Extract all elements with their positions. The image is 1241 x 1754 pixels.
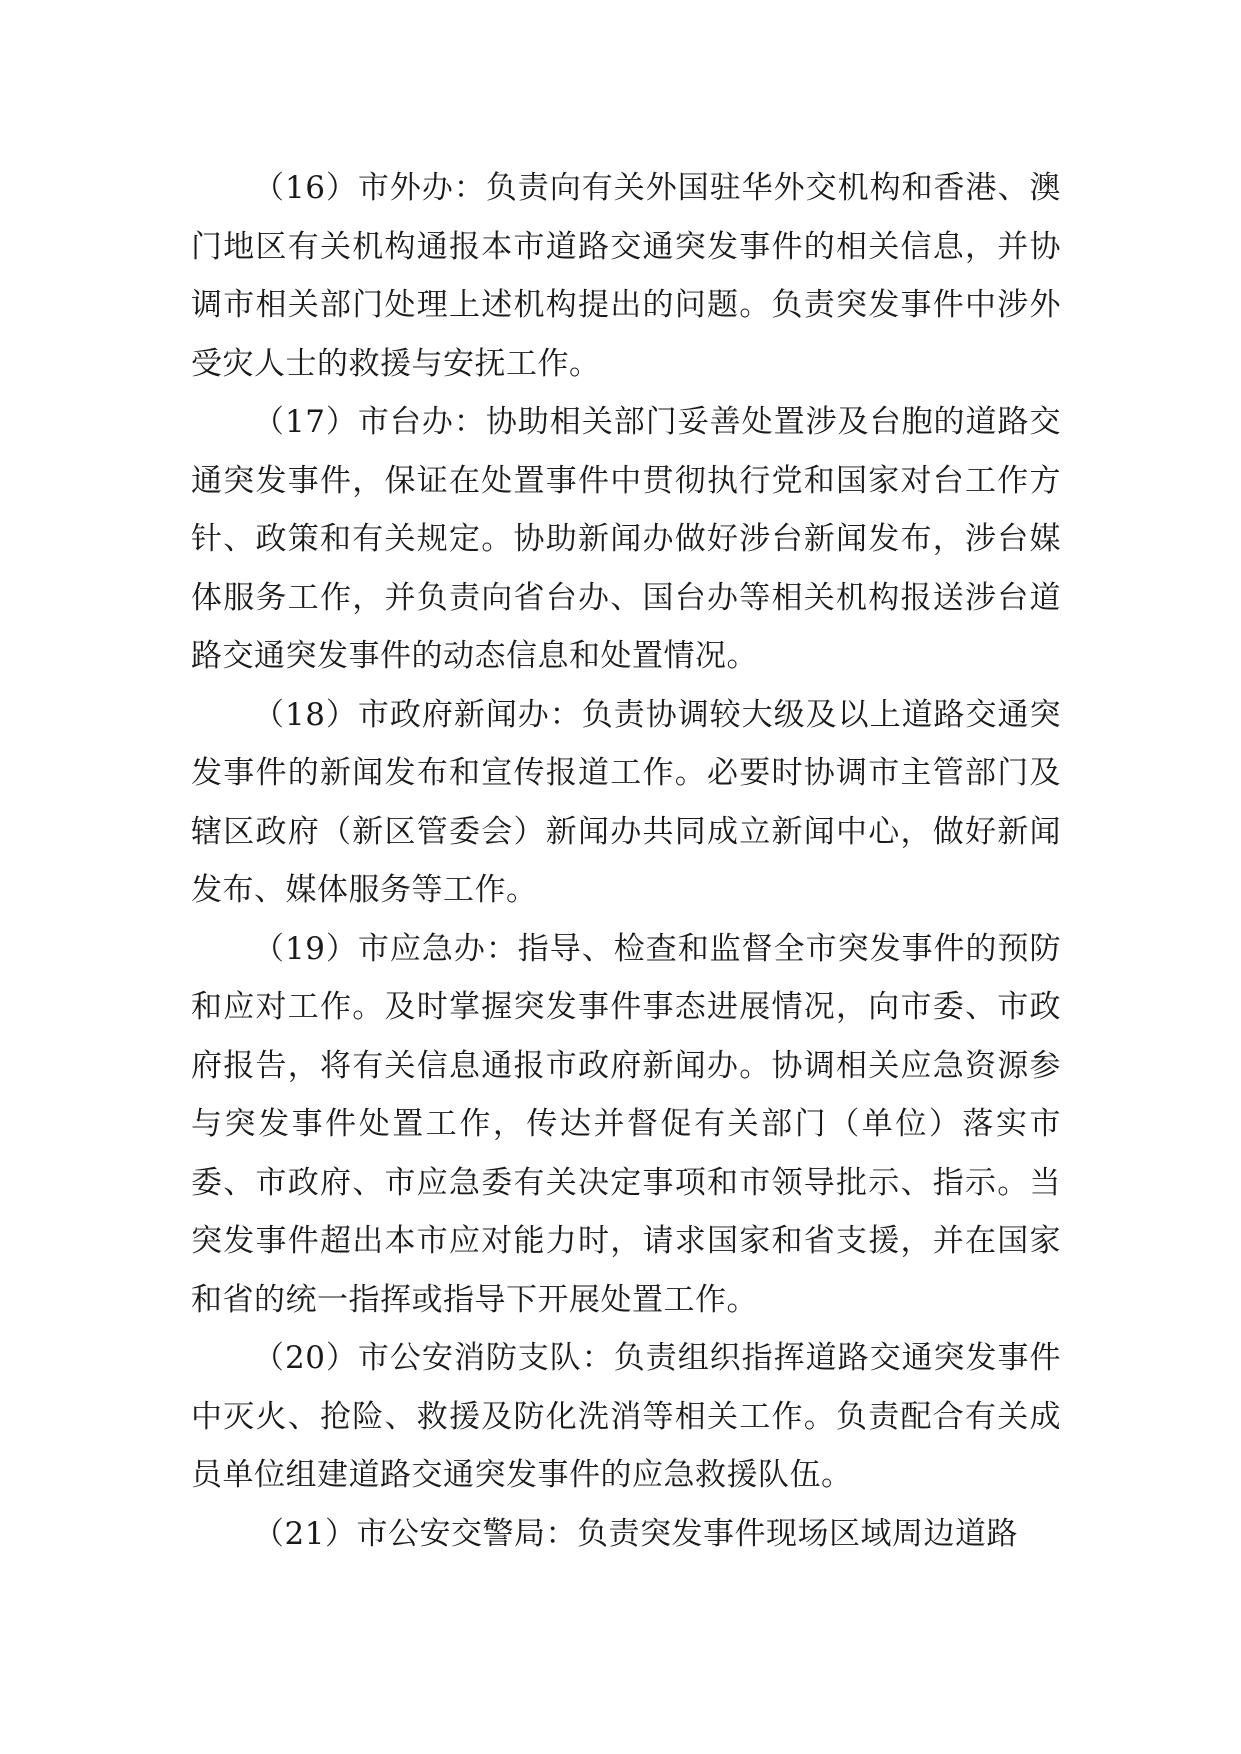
document-body [191, 159, 1061, 1563]
paragraph-20-fire-brigade: （20）市公安消防支队：负责组织指挥道路交通突发事件中灭火、抢险、救援及防化洗消等相关工作。负责配合有关成员单位组建道路交通突发事件的应急救援队伍。 [191, 1340, 1061, 1493]
paragraph-21-traffic-police: （21）市公安交警局：负责突发事件现场区域周边道路 [253, 1515, 1018, 1552]
paragraph-16-foreign-affairs-office: （16）市外办：负责向有关外国驻华外交机构和香港、澳门地区有关机构通报本市道路交通突发事件的相关信息，并协调市相关部门处理上述机构提出的问题。负责突发事件中涉外受灾人士的救援与安抚工作。 [191, 170, 1061, 382]
paragraph-19-emergency-office: （19）市应急办：指导、检查和监督全市突发事件的预防和应对工作。及时掌握突发事件事态进展情况，向市委、市政府报告，将有关信息通报市政府新闻办。协调相关应急资源参与突发事件处置工作，传达并督促有关部门（单位）落实市委、市政府、市应急委有关决定事项和市领导批示、指示。当突发事件超出本市应对能力时，请求国家和省支援，并在国家和省的统一指挥或指导下开展处置工作。 [191, 930, 1061, 1318]
paragraph-17-taiwan-affairs-office: （17）市台办：协助相关部门妥善处置涉及台胞的道路交通突发事件，保证在处置事件中贯彻执行党和国家对台工作方针、政策和有关规定。协助新闻办做好涉台新闻发布，涉台媒体服务工作，并负责向省台办、国台办等相关机构报送涉台道路交通突发事件的动态信息和处置情况。 [191, 404, 1061, 674]
paragraph-18-government-press-office: （18）市政府新闻办：负责协调较大级及以上道路交通突发事件的新闻发布和宣传报道工作。必要时协调市主管部门及辖区政府（新区管委会）新闻办共同成立新闻中心，做好新闻发布、媒体服务等工作。 [191, 696, 1061, 908]
